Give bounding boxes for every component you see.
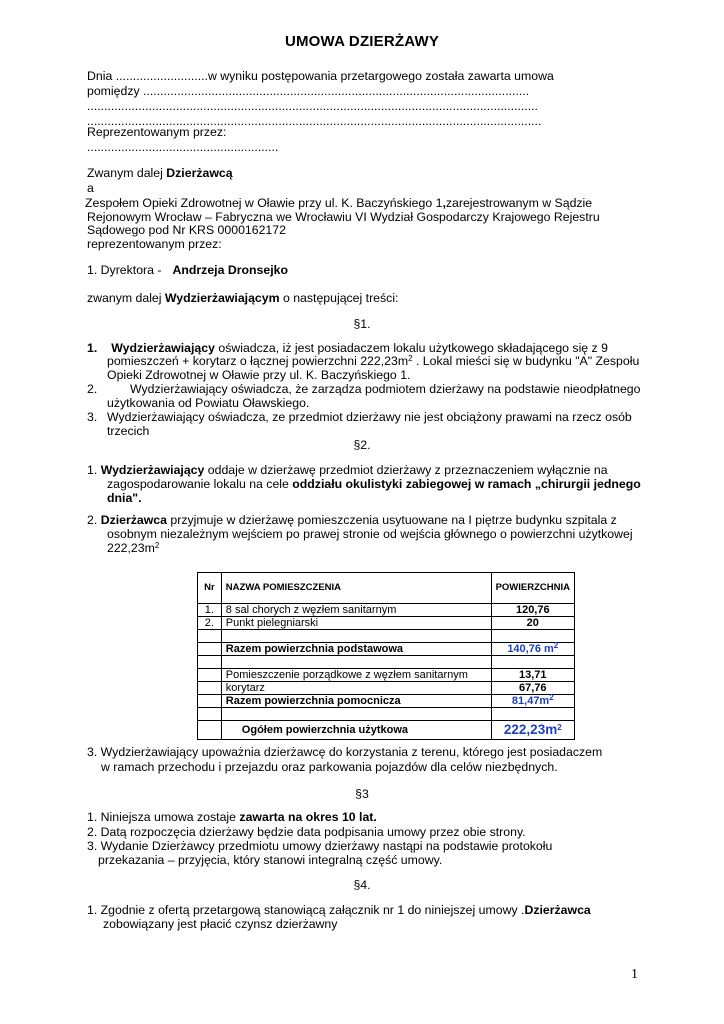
row-nr: 1. [198, 604, 222, 617]
s1-item-3-num: 3. [87, 410, 98, 424]
rooms-table [197, 572, 575, 740]
s3-item-3-line-2: przekazania – przyjęcia, który stanowi integralną część umowy. [98, 853, 443, 867]
s2-item-2-line-1: 2. Dzierżawca przyjmuje w dzierżawę pomieszczenia usytuowane na I piętrze budynku szpitala z [87, 513, 617, 527]
s2-item-1-line-2: zagospodarowanie lokalu na cele oddziału okulistyki zabiegowej w ramach „chirurgii jednego [107, 477, 641, 491]
intro-line-2: pomiędzy ................................................................................................................. [87, 84, 530, 98]
s1-item-2-line-1: Wydzierżawiający oświadcza, że zarządza podmiotem dzierżawy na podstawie nieodpłatnego [130, 382, 641, 396]
table-row [198, 617, 575, 630]
section-3-heading: §3 [355, 787, 369, 801]
row-room-name: korytarz [221, 682, 491, 695]
s3-item-2: 2. Datą rozpoczęcia dzierżawy będzie data podpisania umowy przez obie strony. [87, 825, 526, 839]
s3-item-3-line-1: 3. Wydanie Dzierżawcy przedmiotu umowy dzierżawy nastąpi na podstawie protokołu [87, 839, 553, 853]
row-room-name: Punkt pielegniarski [221, 617, 491, 630]
table-sum-basic-row [198, 643, 575, 656]
s1-item-1-line-1: 1. Wydzierżawiający oświadcza, iż jest posiadaczem lokalu użytkowego składającego się z 9 [87, 341, 608, 355]
document-title: UMOWA DZIERŻAWY [284, 33, 440, 50]
row-nr: 2. [198, 617, 222, 630]
header-nr: Nr [198, 573, 222, 604]
s3-item-1: 1. Niniejsza umowa zostaje zawarta na okres 10 lat. [87, 810, 377, 824]
row-area: 120,76 [491, 604, 574, 617]
intro-line-1: Dnia ...........................w wyniku postępowania przetargowego została zawarta umowa [87, 69, 554, 83]
s1-item-2-line-2: użytkowania od Powiatu Oławskiego. [107, 396, 310, 410]
header-room-name: NAZWA POMIESZCZENIA [221, 573, 491, 604]
table-row [198, 682, 575, 695]
s2-item-3-line-2: w ramach przechodu i przejazdu oraz parkowania pojazdów dla celów niezbędnych. [101, 760, 558, 774]
intro-line-3: .................................................................................................................................... [87, 99, 538, 113]
row-area: 20 [491, 617, 574, 630]
s2-item-2-line-2: osobnym niezależnym wejściem po prawej stronie od wejścia głównego o powierzchni użytkowej [107, 527, 633, 541]
intro-line-4: ..................................................................................................................................... [87, 114, 542, 128]
lessor-party-line-3: Sądowego pod Nr KRS 0000162172 [87, 223, 286, 237]
s2-item-3-line-1: 3. Wydzierżawiający upoważnia dzierżawcę do korzystania z terenu, którego jest posiadaczem [87, 745, 603, 759]
s2-item-2-line-3: $222,23m^2$ [107, 541, 160, 555]
s1-item-3-line-2: trzecich [107, 424, 150, 438]
sum-aux-label: Razem powierzchnia pomocnicza [221, 695, 491, 708]
table-sum-aux-row [198, 695, 575, 708]
s2-item-1-line-3: dnia". [107, 491, 142, 505]
s4-item-1-line-1: 1. Zgodnie z ofertą przetargową stanowiącą załącznik nr 1 do niniejszej umowy .Dzierżawca [87, 903, 591, 917]
section-1-heading: §1. [353, 317, 371, 331]
total-value: $222,23m^2$ [491, 721, 574, 740]
sum-aux-value: $81,47m^2$ [491, 695, 574, 708]
table-header-row [198, 573, 575, 604]
section-2-heading: §2. [353, 438, 371, 452]
page-number: 1 [631, 967, 638, 982]
row-room-name: Pomieszczenie porządkowe z węzłem sanitarnym [221, 669, 491, 682]
table-row [198, 669, 575, 682]
intro-and: a [87, 181, 94, 195]
header-area: POWIERZCHNIA [491, 573, 574, 604]
lessor-called-line: zwanym dalej Wydzierżawiającym o następującej treści: [87, 291, 399, 305]
sum-basic-label: Razem powierzchnia podstawowa [221, 643, 491, 656]
table-empty-row [198, 630, 575, 643]
lessor-party-line-4: reprezentowanym przez: [87, 237, 222, 251]
s1-item-1-line-3: Opieki Zdrowotnej w Oławie przy ul. K. Baczyńskiego 1. [107, 368, 411, 382]
lessor-party-line-1: Zespołem Opieki Zdrowotnej w Oławie przy ul. K. Baczyńskiego 1,zarejestrowanym w Sądzie [85, 196, 593, 210]
intro-dotted-line: ........................................................ [87, 140, 279, 154]
s1-item-1-line-2: pomieszczeń + korytarz o łącznej powierzchni $222,23m^2$ . Lokal mieści się w budynku "A" Zespołu [107, 354, 640, 368]
table-empty-row [198, 656, 575, 669]
intro-called-tenant: Zwanym dalej Dzierżawcą [87, 166, 233, 180]
row-area: 67,76 [491, 682, 574, 695]
section-4-heading: §4. [353, 878, 371, 892]
table-row [198, 604, 575, 617]
row-area: 13,71 [491, 669, 574, 682]
table-total-row [198, 721, 575, 740]
s1-item-3-line-1: Wydzierżawiający oświadcza, ze przedmiot dzierżawy nie jest obciążony prawami na rzecz osób [107, 410, 632, 424]
s4-item-1-line-2: zobowiązany jest płacić czynsz dzierżawny [103, 917, 338, 931]
director-line: 1. Dyrektora - Andrzeja Dronsejko [87, 263, 288, 277]
lessor-party-line-2: Rejonowym Wrocław – Fabryczna we Wrocławiu VI Wydział Gospodarczy Krajowego Rejestru [87, 210, 600, 224]
s1-item-2-num: 2. [87, 382, 98, 396]
sum-basic-value: 140,76 $m^2$ [491, 643, 574, 656]
total-label: Ogółem powierzchnia użytkowa [221, 721, 491, 740]
table-empty-row [198, 708, 575, 721]
row-room-name: 8 sal chorych z węzłem sanitarnym [221, 604, 491, 617]
intro-represented-by: Reprezentowanym przez: [87, 125, 227, 139]
s2-item-1-line-1: 1. Wydzierżawiający oddaje w dzierżawę przedmiot dzierżawy z przeznaczeniem wyłącznie na [87, 463, 608, 477]
